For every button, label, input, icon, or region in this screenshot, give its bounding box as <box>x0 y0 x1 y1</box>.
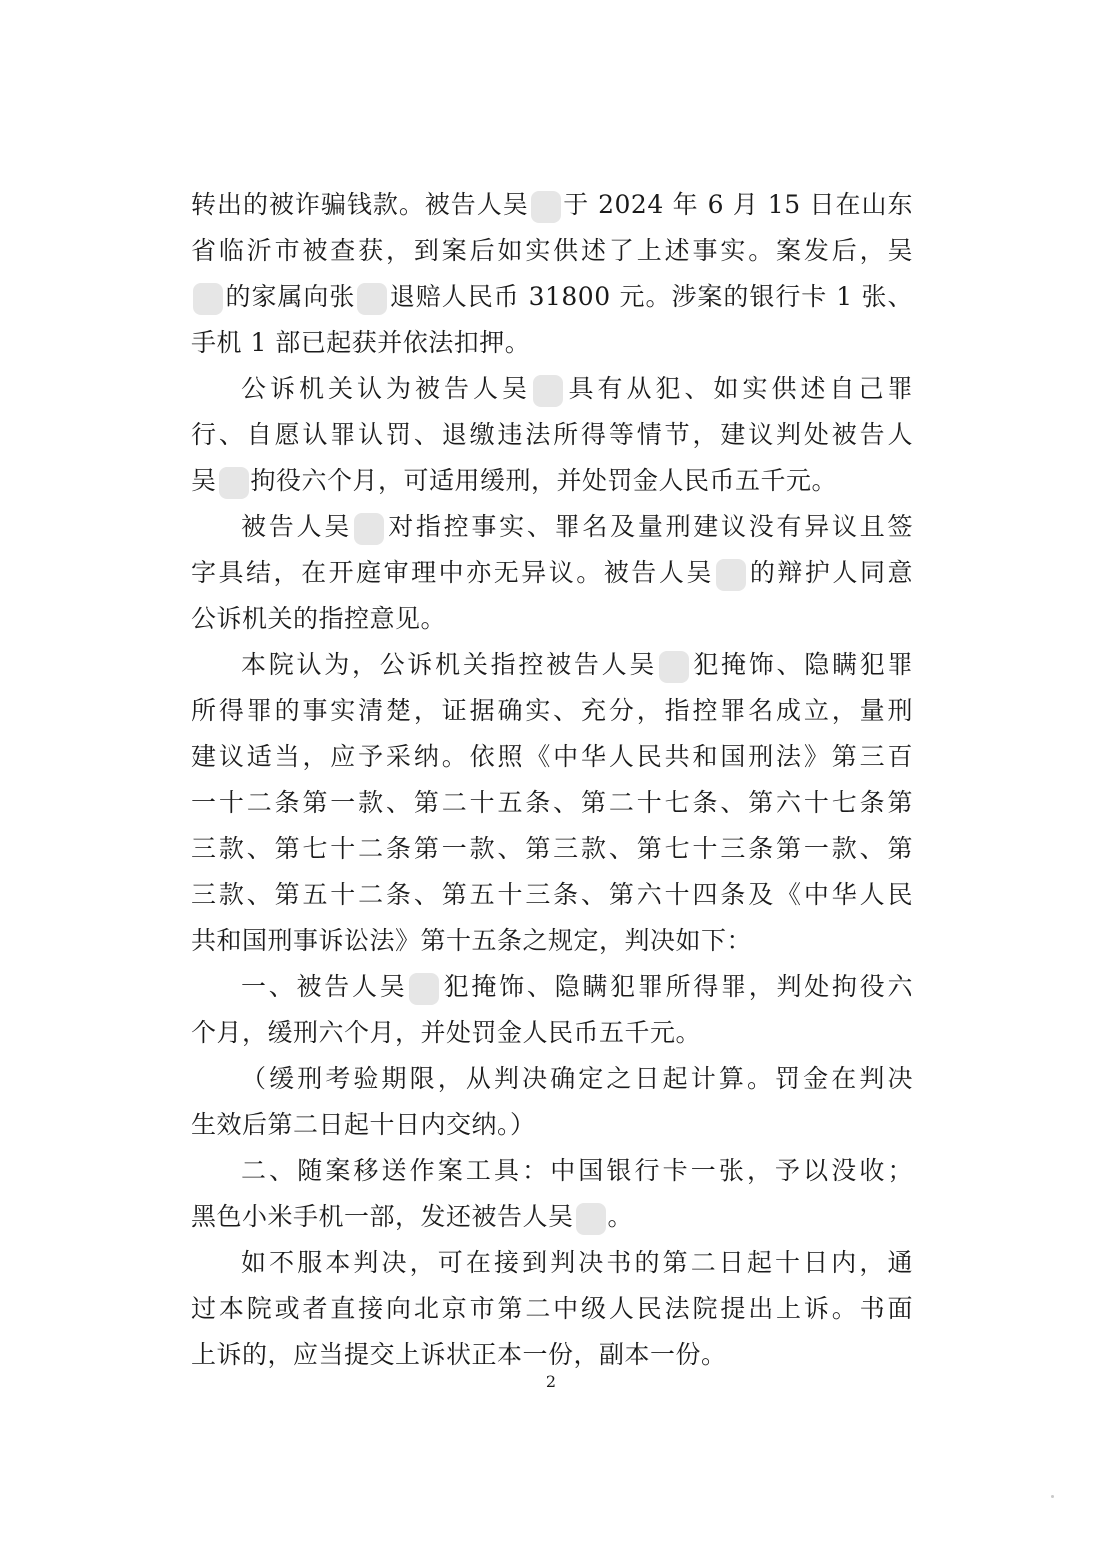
text-line: 生效后第二日起十日内交纳。） <box>191 1110 536 1139</box>
paragraph-prosecution-opinion <box>191 366 913 504</box>
paragraph-facts <box>191 182 913 366</box>
text-line: 公诉机关的指控意见。 <box>191 604 447 633</box>
paragraph-appeal-notice <box>191 1240 913 1378</box>
redaction-mask <box>219 467 249 499</box>
text-line: 所得罪的事实清楚，证据确实、充分，指控罪名成立，量刑 <box>191 696 913 725</box>
text-line: 过本院或者直接向北京市第二中级人民法院提出上诉。书面 <box>191 1294 913 1323</box>
text-line: 上诉的，应当提交上诉状正本一份，副本一份。 <box>191 1340 727 1369</box>
redaction-mask <box>659 651 689 683</box>
paragraph-verdict-1 <box>191 964 913 1056</box>
text-line: 行、自愿认罪认罚、退缴违法所得等情节，建议判处被告人 <box>191 420 913 449</box>
redaction-mask <box>576 1203 606 1235</box>
text-line: 字具结，在开庭审理中亦无异议。被告人吴 的辩护人同意 <box>191 550 913 596</box>
judgment-body <box>191 182 913 1378</box>
text-line: 的家属向张 退赔人民币 31800 元。涉案的银行卡 1 张、 <box>191 274 913 320</box>
redaction-mask <box>357 283 387 315</box>
redaction-mask <box>409 973 439 1005</box>
paragraph-verdict-1-note <box>191 1056 913 1148</box>
redaction-mask <box>531 191 561 223</box>
text-line: 被告人吴 对指控事实、罪名及量刑建议没有异议且签 <box>191 504 913 550</box>
text-line: 黑色小米手机一部，发还被告人吴 。 <box>191 1194 913 1240</box>
text-line: 三款、第五十二条、第五十三条、第六十四条及《中华人民 <box>191 880 913 909</box>
text-line: 手机 1 部已起获并依法扣押。 <box>191 328 531 357</box>
redaction-mask <box>354 513 384 545</box>
text-line: （缓刑考验期限，从判决确定之日起计算。罚金在判决 <box>241 1064 913 1093</box>
text-line: 三款、第七十二条第一款、第三款、第七十三条第一款、第 <box>191 834 913 863</box>
paragraph-court-opinion <box>191 642 913 964</box>
text-line: 共和国刑事诉讼法》第十五条之规定，判决如下： <box>191 926 753 955</box>
redaction-mask <box>533 375 563 407</box>
paragraph-defendant-opinion <box>191 504 913 642</box>
scan-speck <box>1051 1495 1054 1498</box>
text-line: 转出的被诈骗钱款。被告人吴 于 2024 年 6 月 15 日在山东 <box>191 182 913 228</box>
text-line: 公诉机关认为被告人吴 具有从犯、如实供述自己罪 <box>191 366 913 412</box>
text-line: 吴 拘役六个月，可适用缓刑，并处罚金人民币五千元。 <box>191 458 913 504</box>
text-line: 省临沂市被查获，到案后如实供述了上述事实。案发后，吴 <box>191 236 913 265</box>
redaction-mask <box>193 283 223 315</box>
text-line: 个月，缓刑六个月，并处罚金人民币五千元。 <box>191 1018 702 1047</box>
text-line: 如不服本判决，可在接到判决书的第二日起十日内，通 <box>241 1248 913 1277</box>
text-line: 二、随案移送作案工具：中国银行卡一张，予以没收； <box>241 1156 913 1185</box>
page-number: 2 <box>545 1372 557 1391</box>
text-line: 一十二条第一款、第二十五条、第二十七条、第六十七条第 <box>191 788 913 817</box>
text-line: 本院认为，公诉机关指控被告人吴 犯掩饰、隐瞒犯罪 <box>191 642 913 688</box>
text-line: 建议适当，应予采纳。依照《中华人民共和国刑法》第三百 <box>191 742 913 771</box>
paragraph-verdict-2 <box>191 1148 913 1240</box>
redaction-mask <box>716 559 746 591</box>
text-line: 一、被告人吴 犯掩饰、隐瞒犯罪所得罪，判处拘役六 <box>191 964 913 1010</box>
